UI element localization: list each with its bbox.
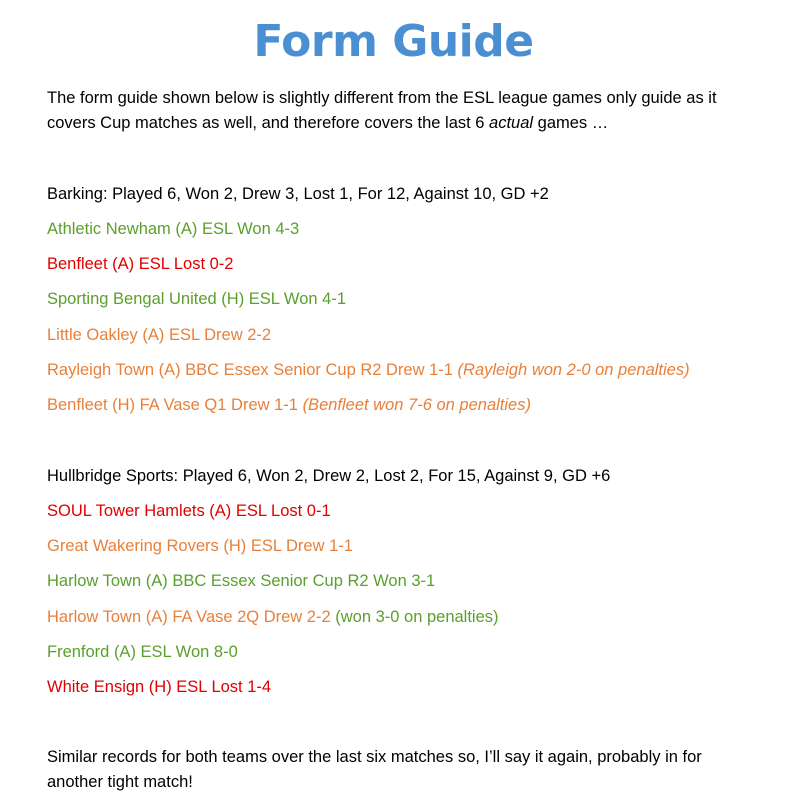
intro-paragraph	[47, 86, 762, 136]
intro-italic: actual	[489, 114, 534, 132]
barking-result-6-text: Benfleet (H) FA Vase Q1 Drew 1-1	[47, 396, 303, 414]
hullbridge-result-1: SOUL Tower Hamlets (A) ESL Lost 0-1	[47, 502, 331, 520]
barking-result-5-text: Rayleigh Town (A) BBC Essex Senior Cup R2 Drew 1-1	[47, 361, 458, 379]
barking-summary: Barking: Played 6, Won 2, Drew 3, Lost 1, For 12, Against 10, GD +2	[47, 185, 549, 203]
hullbridge-result-3: Harlow Town (A) BBC Essex Senior Cup R2 Won 3-1	[47, 572, 436, 590]
barking-result-2: Benfleet (A) ESL Lost 0-2	[47, 255, 234, 273]
hullbridge-result-5: Frenford (A) ESL Won 8-0	[47, 643, 238, 661]
barking-result-5	[47, 359, 690, 381]
hullbridge-result-4	[47, 606, 499, 628]
title-reflection	[0, 58, 787, 72]
barking-result-6	[47, 394, 531, 416]
page-title: Form Guide	[253, 16, 534, 67]
barking-result-3: Sporting Bengal United (H) ESL Won 4-1	[47, 290, 346, 308]
hullbridge-result-2: Great Wakering Rovers (H) ESL Drew 1-1	[47, 537, 353, 555]
hullbridge-result-4-text: Harlow Town (A) FA Vase 2Q Drew 2-2	[47, 608, 336, 626]
hullbridge-result-6: White Ensign (H) ESL Lost 1-4	[47, 678, 272, 696]
closing-paragraph: Similar records for both teams over the last six matches so, I’ll say it again, probably in for another tight match!	[47, 748, 702, 791]
intro-text-2: games …	[533, 114, 609, 132]
barking-result-5-note: (Rayleigh won 2-0 on penalties)	[457, 361, 690, 379]
hullbridge-result-4-note: (won 3-0 on penalties)	[335, 608, 499, 626]
hullbridge-summary: Hullbridge Sports: Played 6, Won 2, Drew 2, Lost 2, For 15, Against 9, GD +6	[47, 467, 611, 485]
barking-result-1: Athletic Newham (A) ESL Won 4-3	[47, 220, 300, 238]
barking-result-6-note: (Benfleet won 7-6 on penalties)	[302, 396, 531, 414]
intro-text-1: The form guide shown below is slightly different from the ESL league games only guide as it covers Cup matches as well, and therefore covers the last 6	[47, 89, 717, 132]
barking-result-4: Little Oakley (A) ESL Drew 2-2	[47, 326, 272, 344]
